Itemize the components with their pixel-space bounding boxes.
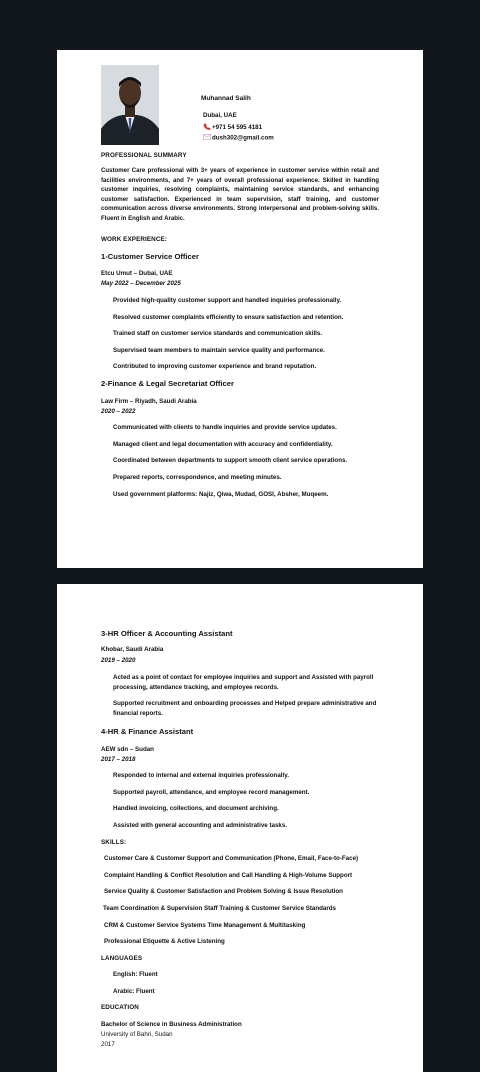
job-dates: 2019 – 2020 bbox=[101, 657, 136, 664]
languages-heading: LANGUAGES bbox=[101, 955, 143, 962]
school: University of Bahri, Sudan bbox=[101, 1031, 173, 1038]
job-title: 1-Customer Service Officer bbox=[101, 252, 199, 261]
skill-item: Service Quality & Customer Satisfaction and Problem Solving & Issue Resolution bbox=[104, 888, 343, 895]
language-item: Arabic: Fluent bbox=[113, 988, 155, 995]
job-bullet: Resolved customer complaints efficiently to ensure satisfaction and retention. bbox=[113, 314, 344, 321]
job-bullet: Used government platforms: Najiz, Qiwa, Mudad, GOSI, Absher, Muqeem. bbox=[113, 491, 329, 498]
job-bullet: Supported recruitment and onboarding processes and Helped prepare administrative and financial reports. bbox=[113, 700, 377, 717]
language-item: English: Fluent bbox=[113, 971, 158, 978]
job-bullet: Acted as a point of contact for employee inquiries and support and Assisted with payroll processing, attendance tracking, and employee records. bbox=[113, 674, 374, 691]
email-icon bbox=[203, 134, 212, 142]
skill-item: Professional Etiquette & Active Listening bbox=[104, 938, 225, 945]
phone-row bbox=[203, 123, 262, 132]
job-company: Law Firm – Riyadh, Saudi Arabia bbox=[101, 398, 197, 405]
job-dates: May 2022 – December 2025 bbox=[101, 280, 181, 287]
skills-heading: SKILLS: bbox=[101, 839, 127, 846]
job-company: AEW sdn – Sudan bbox=[101, 746, 154, 753]
skill-item: Team Coordination & Supervision Staff Training & Customer Service Standards bbox=[103, 905, 336, 912]
email-row bbox=[203, 134, 274, 142]
work-experience-heading: WORK EXPERIENCE: bbox=[101, 236, 167, 243]
job-company: Etcu Umut – Dubai, UAE bbox=[101, 270, 173, 277]
job-bullet: Assisted with general accounting and administrative tasks. bbox=[113, 822, 287, 829]
job-bullet: Prepared reports, correspondence, and meeting minutes. bbox=[113, 474, 282, 481]
profile-photo bbox=[101, 65, 159, 145]
summary-text: Customer Care professional with 3+ years of experience in customer service within retail and facilities environments, and 7+ years of overall professional experience. Skilled in handling customer inquiries, resolving complaints, maintaining service standards, and enhancing customer satisfaction. Experienced in team supervision, staff training, and customer communication across diverse environments. Strong interpersonal and problem-solving skills. Fluent in English and Arabic. bbox=[101, 167, 379, 222]
job-bullet: Managed client and legal documentation with accuracy and confidentiality. bbox=[113, 441, 333, 448]
job-bullet: Provided high-quality customer support and handled inquiries professionally. bbox=[113, 297, 342, 304]
job-bullet: Contributed to improving customer experience and brand reputation. bbox=[113, 363, 317, 370]
job-bullet: Responded to internal and external inquiries professionally. bbox=[113, 772, 289, 779]
job-bullet: Trained staff on customer service standards and communication skills. bbox=[113, 330, 323, 337]
job-title: 3-HR Officer & Accounting Assistant bbox=[101, 629, 233, 638]
skill-item: CRM & Customer Service Systems Time Management & Multitasking bbox=[104, 922, 306, 929]
job-dates: 2020 – 2022 bbox=[101, 408, 136, 415]
degree: Bachelor of Science in Business Administration bbox=[101, 1021, 242, 1028]
location: Dubai, UAE bbox=[203, 112, 237, 119]
skill-item: Complaint Handling & Conflict Resolution and Call Handling & High-Volume Support bbox=[104, 872, 353, 879]
job-title: 2-Finance & Legal Secretariat Officer bbox=[101, 379, 234, 388]
resume-page-1 bbox=[57, 50, 423, 568]
job-bullet: Handled invoicing, collections, and document archiving. bbox=[113, 805, 279, 812]
skill-item: Customer Care & Customer Support and Communication (Phone, Email, Face-to-Face) bbox=[104, 855, 359, 862]
job-bullet: Coordinated between departments to support smooth client service operations. bbox=[113, 457, 348, 464]
job-bullet: Communicated with clients to handle inquiries and provide service updates. bbox=[113, 424, 337, 431]
phone-number: +971 54 595 4181 bbox=[212, 124, 263, 132]
full-name: Muhannad Salih bbox=[201, 95, 251, 102]
job-bullet: Supported payroll, attendance, and employee record management. bbox=[113, 789, 310, 796]
graduation-year: 2017 bbox=[101, 1041, 115, 1048]
phone-icon bbox=[203, 123, 212, 132]
summary-heading: PROFESSIONAL SUMMARY bbox=[101, 152, 187, 159]
job-title: 4-HR & Finance Assistant bbox=[101, 727, 194, 736]
job-company: Khobar, Saudi Arabia bbox=[101, 646, 164, 653]
resume-page-2 bbox=[57, 584, 423, 1072]
email-address[interactable]: dush302@gmail.com bbox=[212, 134, 274, 142]
job-dates: 2017 – 2018 bbox=[101, 756, 136, 763]
education-heading: EDUCATION bbox=[101, 1004, 139, 1011]
job-bullet: Supervised team members to maintain service quality and performance. bbox=[113, 347, 325, 354]
